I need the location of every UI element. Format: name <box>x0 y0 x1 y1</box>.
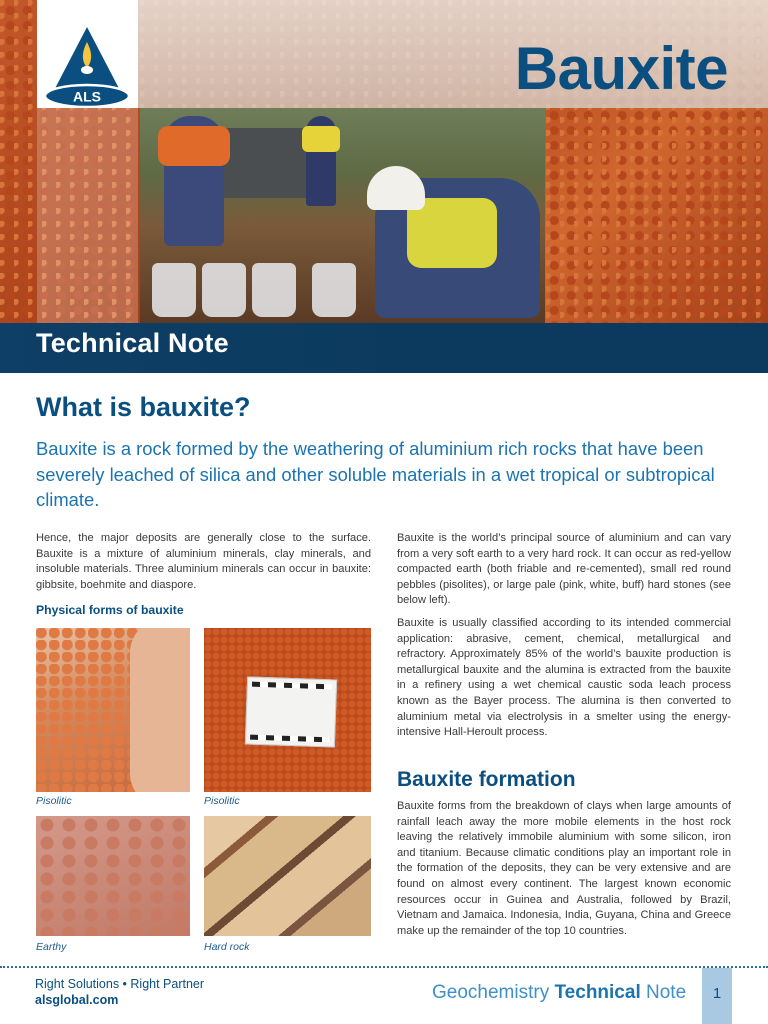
scale-card <box>245 676 337 747</box>
als-logo-icon <box>37 0 138 108</box>
sample-bag <box>252 263 296 317</box>
footer-website-link[interactable]: alsglobal.com <box>35 993 119 1007</box>
technical-note-title: Technical Note <box>36 328 229 358</box>
field-sampling-photo <box>140 108 545 323</box>
photo-pisolitic-ground <box>204 628 371 792</box>
als-logo[interactable] <box>37 0 138 108</box>
photo-hard-rock <box>204 816 371 936</box>
footer-divider <box>0 966 768 968</box>
kneeling-geologist <box>375 178 540 318</box>
photo-pisolitic-hand <box>36 628 190 792</box>
sample-bag <box>202 263 246 317</box>
svg-text:ALS: ALS <box>73 88 101 105</box>
physical-forms-subheading: Physical forms of bauxite <box>36 603 184 617</box>
photo-caption: Hard rock <box>204 941 250 953</box>
left-column <box>36 531 371 600</box>
footer-note-prefix: Geochemistry <box>432 982 555 1003</box>
sample-bag <box>152 263 196 317</box>
right-paragraph-2: Bauxite is usually classified according to its intended commercial application: abrasive, cement, chemical, metallurgical and refractory. Approximately 85% of the world’s bauxite production is metallurgical bauxite and the alumina is extracted from the bauxite in a refinery using a wet chemical caustic soda leach process known as the Bayer process. The alumina is then converted to aluminium metal via electrolysis in a smelter using the energy-intensive Hall-Heroult process. <box>397 616 731 739</box>
right-column <box>397 531 731 748</box>
sample-bag <box>312 263 356 317</box>
document-brand-title: Bauxite <box>514 35 728 102</box>
page-number: 1 <box>702 968 732 1024</box>
footer-tagline: Right Solutions • Right Partner <box>35 977 205 991</box>
footer-note-bold: Technical <box>554 982 641 1003</box>
formation-column <box>397 799 731 946</box>
photo-caption: Pisolitic <box>204 795 240 807</box>
logo-strip <box>37 108 138 323</box>
left-paragraph: Hence, the major deposits are generally close to the surface. Bauxite is a mixture of aluminium minerals, clay minerals, and insoluble materials. Three aluminium minerals can occur in bauxite: gibbsite, boehmite and diaspore. <box>36 532 371 591</box>
footer-note-suffix: Note <box>640 982 687 1003</box>
worker-figure <box>306 116 336 206</box>
hand-shape <box>130 628 190 792</box>
photo-caption: Earthy <box>36 941 67 953</box>
lead-paragraph: Bauxite is a rock formed by the weathering of aluminium rich rocks that have been severely leached of silica and other soluble materials in a wet tropical or subtropical climate. <box>36 438 715 510</box>
section-title-what-is-bauxite: What is bauxite? <box>36 392 251 422</box>
worker-figure <box>164 116 224 246</box>
section-title-bauxite-formation: Bauxite formation <box>397 768 576 791</box>
footer-note-title <box>432 982 686 1004</box>
photo-caption: Pisolitic <box>36 795 72 807</box>
hero-banner <box>0 0 768 373</box>
formation-paragraph: Bauxite forms from the breakdown of clays when large amounts of rainfall leach away the more mobile elements in the host rock leaving the relatively immobile aluminium with some silicon, iron and titanium. Because climatic conditions play an important role in the formation of the deposits, they can be very extensive and are found on almost every continent. The largest known economic resources occur in Guinea and Australia, followed by Brazil, Vietnam and Jamaica. Indonesia, India, Guyana, China and Greece make up the remainder of the top 10 countries. <box>397 800 731 937</box>
right-paragraph-1: Bauxite is the world’s principal source of aluminium and can vary from a very soft earth to a very hard rock. It can occur as red-yellow compacted earth (both friable and re-cemented), small red round pebbles (pisolites), or large pale (pink, white, buff) hard stones (see below left). <box>397 532 731 607</box>
photo-earthy <box>36 816 190 936</box>
